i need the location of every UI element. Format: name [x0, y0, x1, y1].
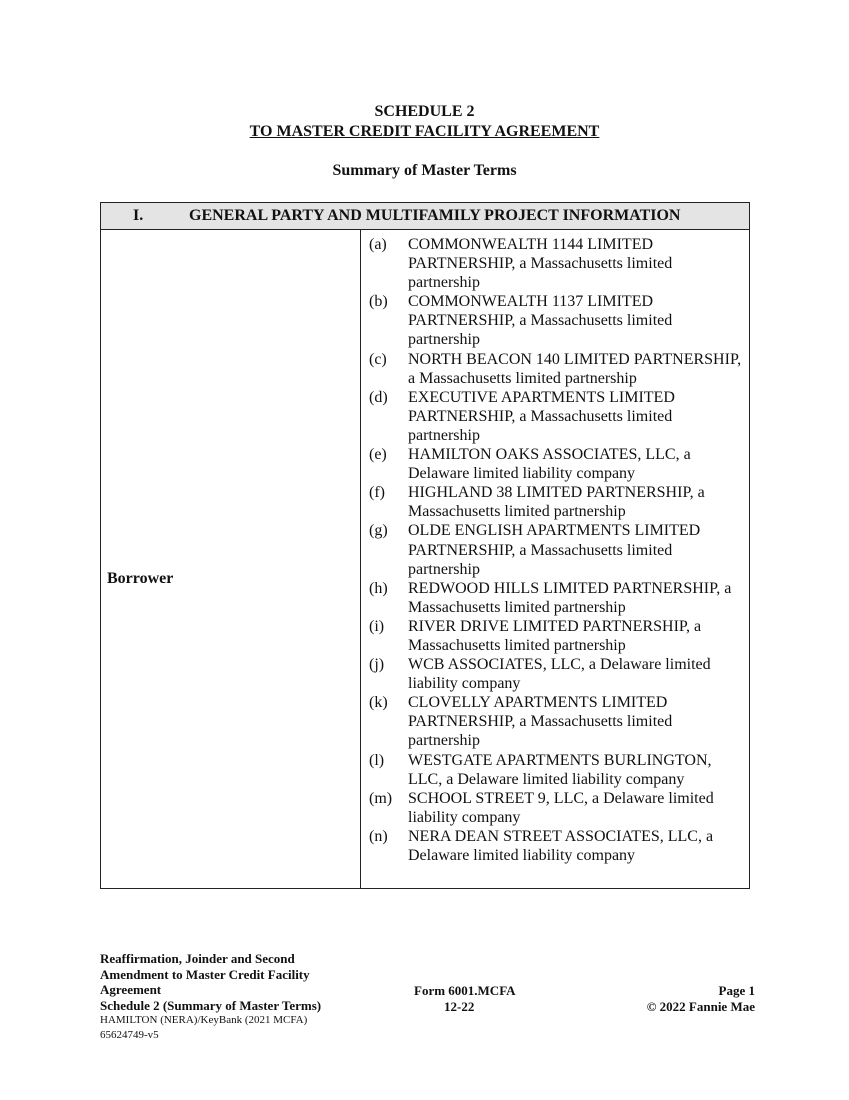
entity-text: WCB ASSOCIATES, LLC, a Delaware limited liability company	[408, 656, 711, 693]
entity-letter: (l)	[369, 751, 385, 769]
page-number: Page 1	[718, 983, 755, 998]
entity-text: CLOVELLY APARTMENTS LIMITED PARTNERSHIP, a Massachusetts limited partnership	[408, 694, 673, 750]
entity-text: EXECUTIVE APARTMENTS LIMITED PARTNERSHIP, a Massachusetts limited partnership	[408, 388, 675, 444]
entity-letter: (n)	[369, 827, 388, 845]
footer-center	[414, 983, 516, 1014]
borrower-entity	[369, 483, 744, 521]
entity-text: OLDE ENGLISH APARTMENTS LIMITED PARTNERSHIP, a Massachusetts limited partnership	[408, 522, 701, 578]
document-subtitle: Summary of Master Terms	[332, 162, 517, 179]
copyright: © 2022 Fannie Mae	[646, 998, 755, 1014]
entity-letter: (e)	[369, 446, 387, 464]
entity-letter: (b)	[369, 293, 388, 311]
entity-text: WESTGATE APARTMENTS BURLINGTON, LLC, a Delaware limited liability company	[408, 751, 712, 788]
form-number: Form 6001.MCFA	[414, 983, 516, 998]
form-date: 12-22	[444, 998, 475, 1014]
borrower-entity	[369, 388, 744, 445]
entity-letter: (d)	[369, 388, 388, 406]
footer-left	[100, 951, 321, 1043]
entity-text: NERA DEAN STREET ASSOCIATES, LLC, a Delaware limited liability company	[408, 827, 714, 864]
borrower-entity	[369, 579, 744, 617]
entity-letter: (f)	[369, 484, 385, 502]
entity-text: HAMILTON OAKS ASSOCIATES, LLC, a Delaware limited liability company	[408, 446, 691, 483]
entity-letter: (i)	[369, 617, 385, 635]
borrower-entity-list	[369, 235, 744, 865]
footer-line: Reaffirmation, Joinder and Second	[100, 951, 295, 966]
section-header	[101, 203, 749, 230]
borrower-entity	[369, 292, 744, 349]
schedule-title: SCHEDULE 2	[374, 103, 475, 120]
footer-doc-reference: HAMILTON (NERA)/KeyBank (2021 MCFA)	[100, 1014, 308, 1026]
entity-text: COMMONWEALTH 1144 LIMITED PARTNERSHIP, a Massachusetts limited partnership	[408, 236, 673, 292]
entity-letter: (m)	[369, 789, 393, 807]
entity-letter: (g)	[369, 522, 388, 540]
agreement-title: TO MASTER CREDIT FACILITY AGREEMENT	[249, 123, 600, 140]
borrower-entity	[369, 827, 744, 865]
borrower-entity	[369, 751, 744, 789]
entity-text: SCHOOL STREET 9, LLC, a Delaware limited liability company	[408, 789, 714, 826]
entity-letter: (j)	[369, 656, 385, 674]
borrower-entity	[369, 235, 744, 292]
footer-doc-id: 65624749-v5	[100, 1029, 159, 1041]
borrower-entity	[369, 789, 744, 827]
section-number: I.	[133, 207, 144, 224]
entity-letter: (h)	[369, 579, 388, 597]
section-title: GENERAL PARTY AND MULTIFAMILY PROJECT INFORMATION	[189, 207, 681, 224]
borrower-entity	[369, 655, 744, 693]
borrower-entity	[369, 350, 744, 388]
footer-line: Schedule 2 (Summary of Master Terms)	[100, 997, 322, 1013]
footer-right	[600, 983, 755, 1014]
borrower-label: Borrower	[107, 570, 174, 587]
entity-text: REDWOOD HILLS LIMITED PARTNERSHIP, a Massachusetts limited partnership	[408, 579, 732, 616]
borrower-entity	[369, 693, 744, 750]
borrower-entity	[369, 445, 744, 483]
footer-line: Amendment to Master Credit Facility	[100, 966, 310, 982]
entity-text: NORTH BEACON 140 LIMITED PARTNERSHIP, a Massachusetts limited partnership	[408, 350, 742, 387]
footer-line: Agreement	[100, 982, 162, 997]
label-cell	[101, 230, 361, 888]
entity-letter: (a)	[369, 236, 387, 253]
borrower-entity	[369, 521, 744, 578]
entity-text: RIVER DRIVE LIMITED PARTNERSHIP, a Massachusetts limited partnership	[408, 617, 702, 654]
terms-table	[100, 202, 750, 889]
entity-letter: (k)	[369, 694, 388, 712]
entity-letter: (c)	[369, 350, 387, 368]
entity-text: COMMONWEALTH 1137 LIMITED PARTNERSHIP, a Massachusetts limited partnership	[408, 293, 673, 349]
borrower-entity	[369, 617, 744, 655]
entity-text: HIGHLAND 38 LIMITED PARTNERSHIP, a Massachusetts limited partnership	[408, 484, 705, 521]
